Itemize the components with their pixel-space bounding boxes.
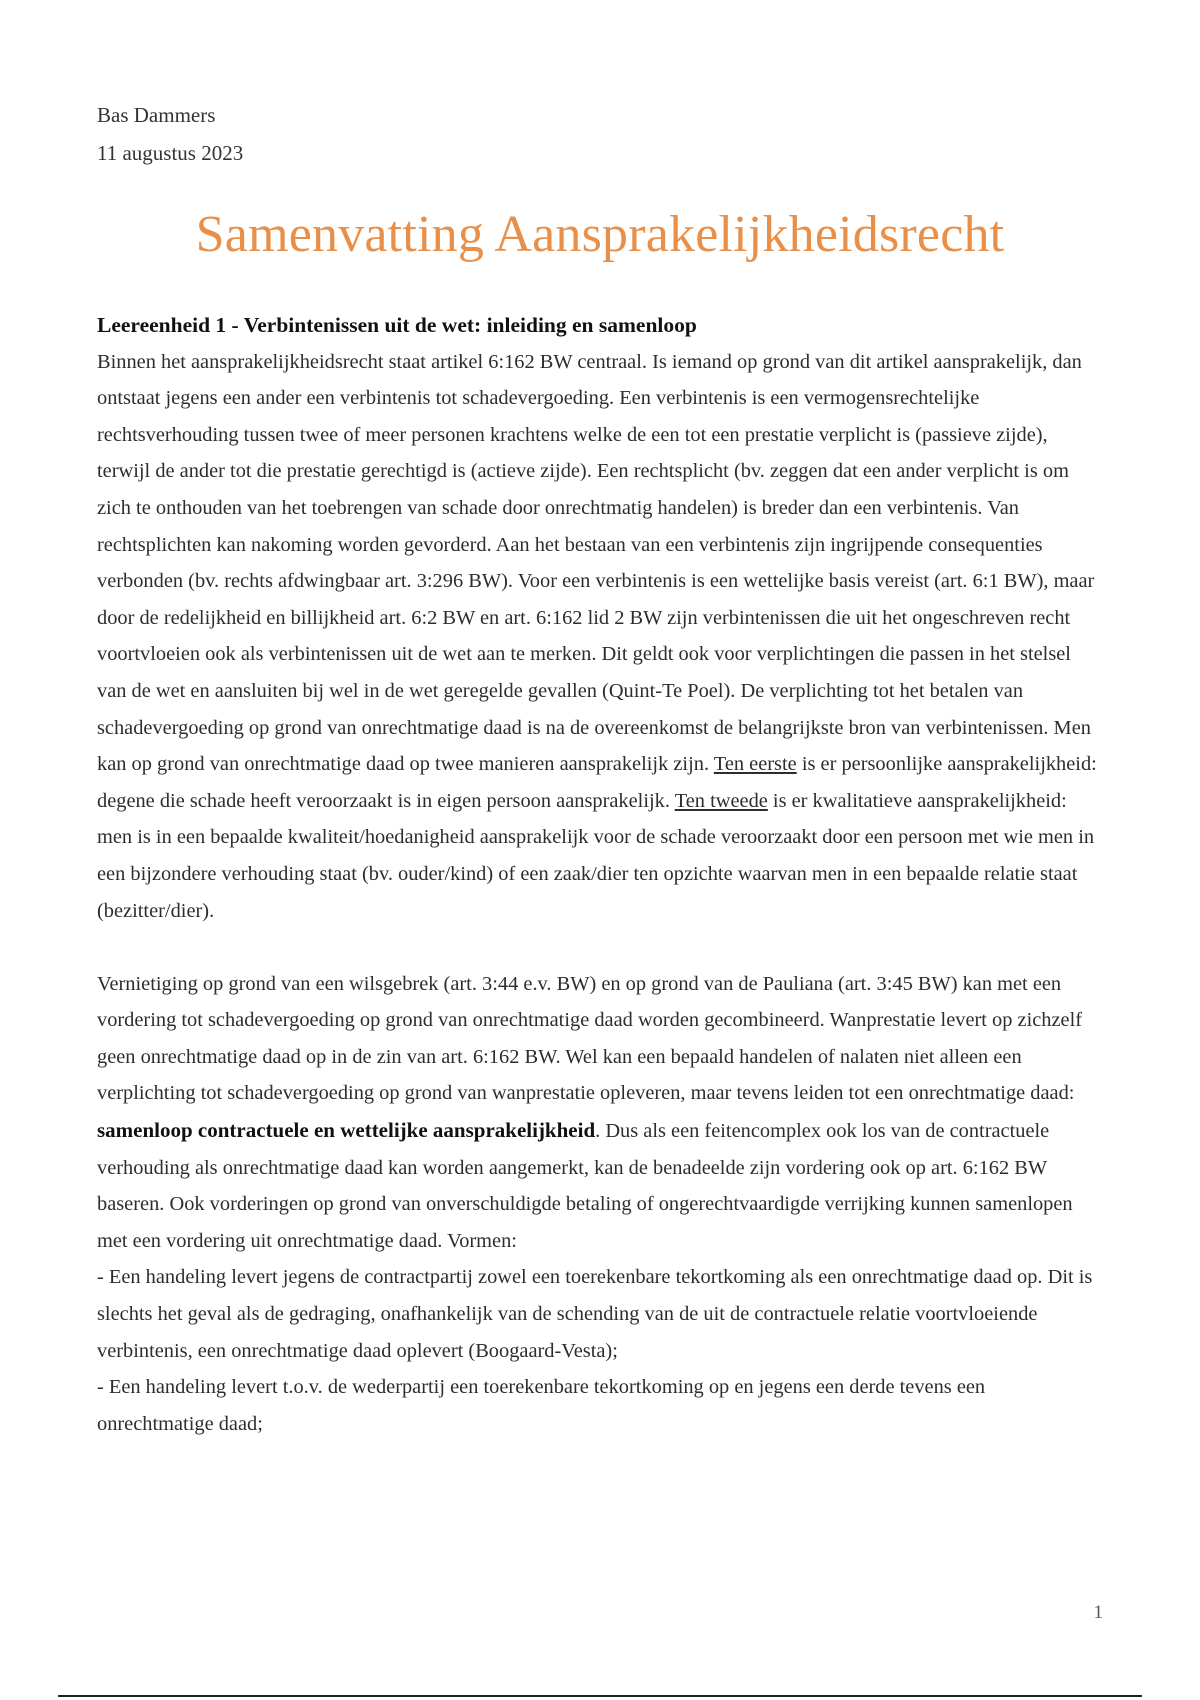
paragraph-2 — [97, 966, 1100, 1443]
document-meta — [97, 96, 243, 172]
page-bottom-divider — [58, 1695, 1142, 1697]
bullet-item-1: - Een handeling levert jegens de contractpartij zowel een toerekenbare tekortkoming als een onrechtmatige daad op. Dit is slechts het geval als de gedraging, onafhankelijk van de schending van de uit de contractuele relatie voortvloeiende verbintenis, een onrechtmatige daad oplevert (Boogaard-Vesta); — [97, 1266, 1093, 1362]
paragraph-1 — [97, 344, 1100, 930]
paragraph-2-text-a: Vernietiging op grond van een wilsgebrek (art. 3:44 e.v. BW) en op grond van de Pauliana (art. 3:45 BW) kan met een vordering tot schadevergoeding op grond van onrechtmatige daad worden gecombineerd. Wanprestatie levert op zichzelf geen onrechtmatige daad op in de zin van art. 6:162 BW. Wel kan een bepaald handelen of nalaten niet alleen een verplichting tot schadevergoeding op grond van wanprestatie opleveren, maar tevens leiden tot een onrechtmatige daad: — [97, 972, 1083, 1105]
document-date: 11 augustus 2023 — [97, 141, 244, 165]
underlined-ten-tweede: Ten tweede — [674, 789, 768, 812]
document-body — [97, 307, 1100, 1442]
underlined-ten-eerste: Ten eerste — [713, 753, 797, 776]
bullet-item-2: - Een handeling levert t.o.v. de wederpartij een toerekenbare tekortkoming op en jegens een derde tevens een onrechtmatige daad; — [97, 1376, 986, 1435]
section-heading: Leereenheid 1 - Verbintenissen uit de wet: inleiding en samenloop — [97, 313, 697, 337]
paragraph-1-text-a: Binnen het aansprakelijkheidsrecht staat artikel 6:162 BW centraal. Is iemand op grond van dit artikel aansprakelijk, dan ontstaat jegens een ander een verbintenis tot schadevergoeding. Een verbintenis is een vermogensrechtelijke rechtsverhouding tussen twee of meer personen krachtens welke de een tot een prestatie verplicht is (passieve zijde), terwijl de ander tot die prestatie gerechtigd is (actieve zijde). Een rechtsplicht (bv. zeggen dat een ander verplicht is om zich te onthouden van het toebrengen van schade door onrechtmatig handelen) is breder dan een verbintenis. Van rechtsplichten kan nakoming worden gevorderd. Aan het bestaan van een verbintenis zijn ingrijpende consequenties verbonden (bv. rechts afdwingbaar art. 3:296 BW). Voor een verbintenis is een wettelijke basis vereist (art. 6:1 BW), maar door de redelijkheid en billijkheid art. 6:2 BW en art. 6:162 lid 2 BW zijn verbintenissen die uit het ongeschreven recht voortvloeien ook als verbintenissen uit de wet aan te merken. Dit geldt ook voor verplichtingen die passen in het stelsel van de wet en aansluiten bij wel in de wet geregelde gevallen (Quint-Te Poel). De verplichting tot het betalen van schadevergoeding op grond van onrechtmatige daad is na de overeenkomst de belangrijkste bron van verbintenissen. Men kan op grond van onrechtmatige daad op twee manieren aansprakelijk zijn. — [97, 350, 1095, 776]
author-name: Bas Dammers — [97, 103, 216, 127]
paragraph-2-text-b: . Dus als een feitencomplex ook los van de contractuele verhouding als onrechtmatige daad kan worden aangemerkt, kan de benadeelde zijn vordering ook op art. 6:162 BW baseren. Ook vorderingen op grond van onverschuldigde betaling of ongerechtvaardigde verrijking kunnen samenlopen met een vordering uit onrechtmatige daad. Vormen: — [97, 1120, 1073, 1252]
paragraph-1-text-b: is er persoonlijke aansprakelijkheid: degene die schade heeft veroorzaakt is in eigen persoon aansprakelijk. — [97, 753, 1097, 812]
paragraph-1-text-c: is er kwalitatieve aansprakelijkheid: men is in een bepaalde kwaliteit/hoedanigheid aansprakelijk voor de schade veroorzaakt door een persoon met wie men in een bijzondere verhouding staat (bv. ouder/kind) of een zaak/dier ten opzichte waarvan men in een bepaalde relatie staat (bezitter/dier). — [97, 789, 1095, 922]
page-number: 1 — [1093, 1602, 1103, 1623]
bold-samenloop: samenloop contractuele en wettelijke aansprakelijkheid — [97, 1118, 596, 1143]
document-title: Samenvatting Aansprakelijkheidsrecht — [195, 206, 1005, 263]
